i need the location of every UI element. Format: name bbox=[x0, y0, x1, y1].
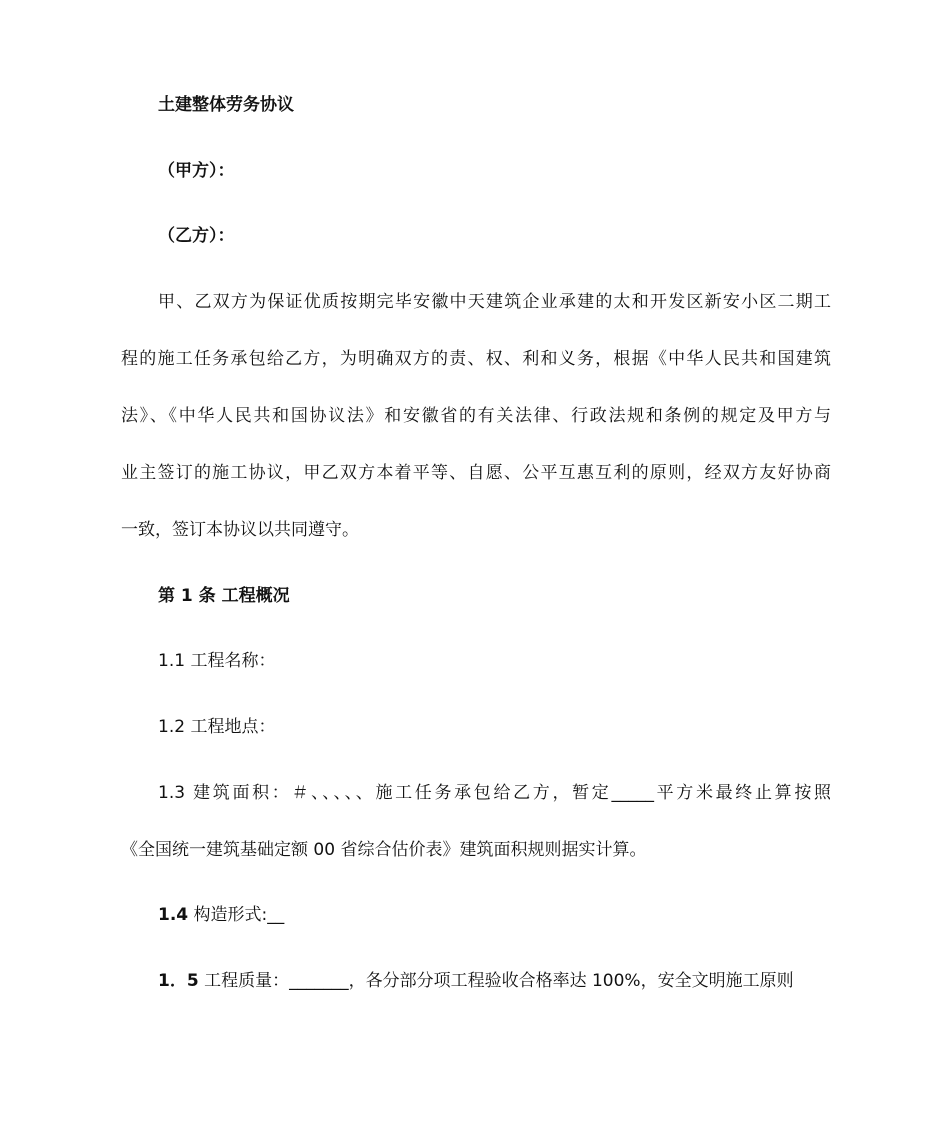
item-1-1-project-name: 1.1 工程名称： bbox=[158, 651, 276, 671]
intro-paragraph-line: 法》、《中华人民共和国协议法》和安徽省的有关法律、行政法规和条例的规定及甲方与 bbox=[121, 406, 831, 426]
party-a-label: （甲方）： bbox=[158, 161, 235, 181]
item-1-2-project-location: 1.2 工程地点： bbox=[158, 717, 276, 737]
item-1-5-project-quality bbox=[158, 970, 831, 992]
intro-paragraph-line: 一致，签订本协议以共同遵守。 bbox=[121, 520, 359, 540]
intro-paragraph-line: 甲、乙双方为保证优质按期完毕安徽中天建筑企业承建的太和开发区新安小区二期工 bbox=[158, 292, 831, 312]
item-number: 1.4 bbox=[158, 905, 189, 925]
article-1-heading: 第 1 条 工程概况 bbox=[158, 586, 290, 606]
item-text: 构造形式:__ bbox=[188, 905, 285, 925]
document-title: 土建整体劳务协议 bbox=[158, 95, 294, 115]
item-number: 1．5 bbox=[158, 971, 199, 991]
party-b-label: （乙方）： bbox=[158, 226, 235, 246]
item-text: 工程质量：_______，各分部分项工程验收合格率达 100%，安全文明施工原则 bbox=[198, 971, 794, 991]
item-1-3-building-area-cont: 《全国统一建筑基础定额 00 省综合估价表》建筑面积规则据实计算。 bbox=[121, 840, 647, 860]
intro-paragraph-line: 业主签订的施工协议，甲乙双方本着平等、自愿、公平互惠互利的原则，经双方友好协商 bbox=[121, 463, 831, 483]
item-1-4-structure-form bbox=[158, 904, 831, 926]
item-1-3-building-area: 1.3 建筑面积：＃、、、、、施工任务承包给乙方，暂定_____平方米最终止算按照 bbox=[158, 783, 831, 803]
intro-paragraph-line: 程的施工任务承包给乙方，为明确双方的责、权、利和义务，根据《中华人民共和国建筑 bbox=[121, 349, 831, 369]
